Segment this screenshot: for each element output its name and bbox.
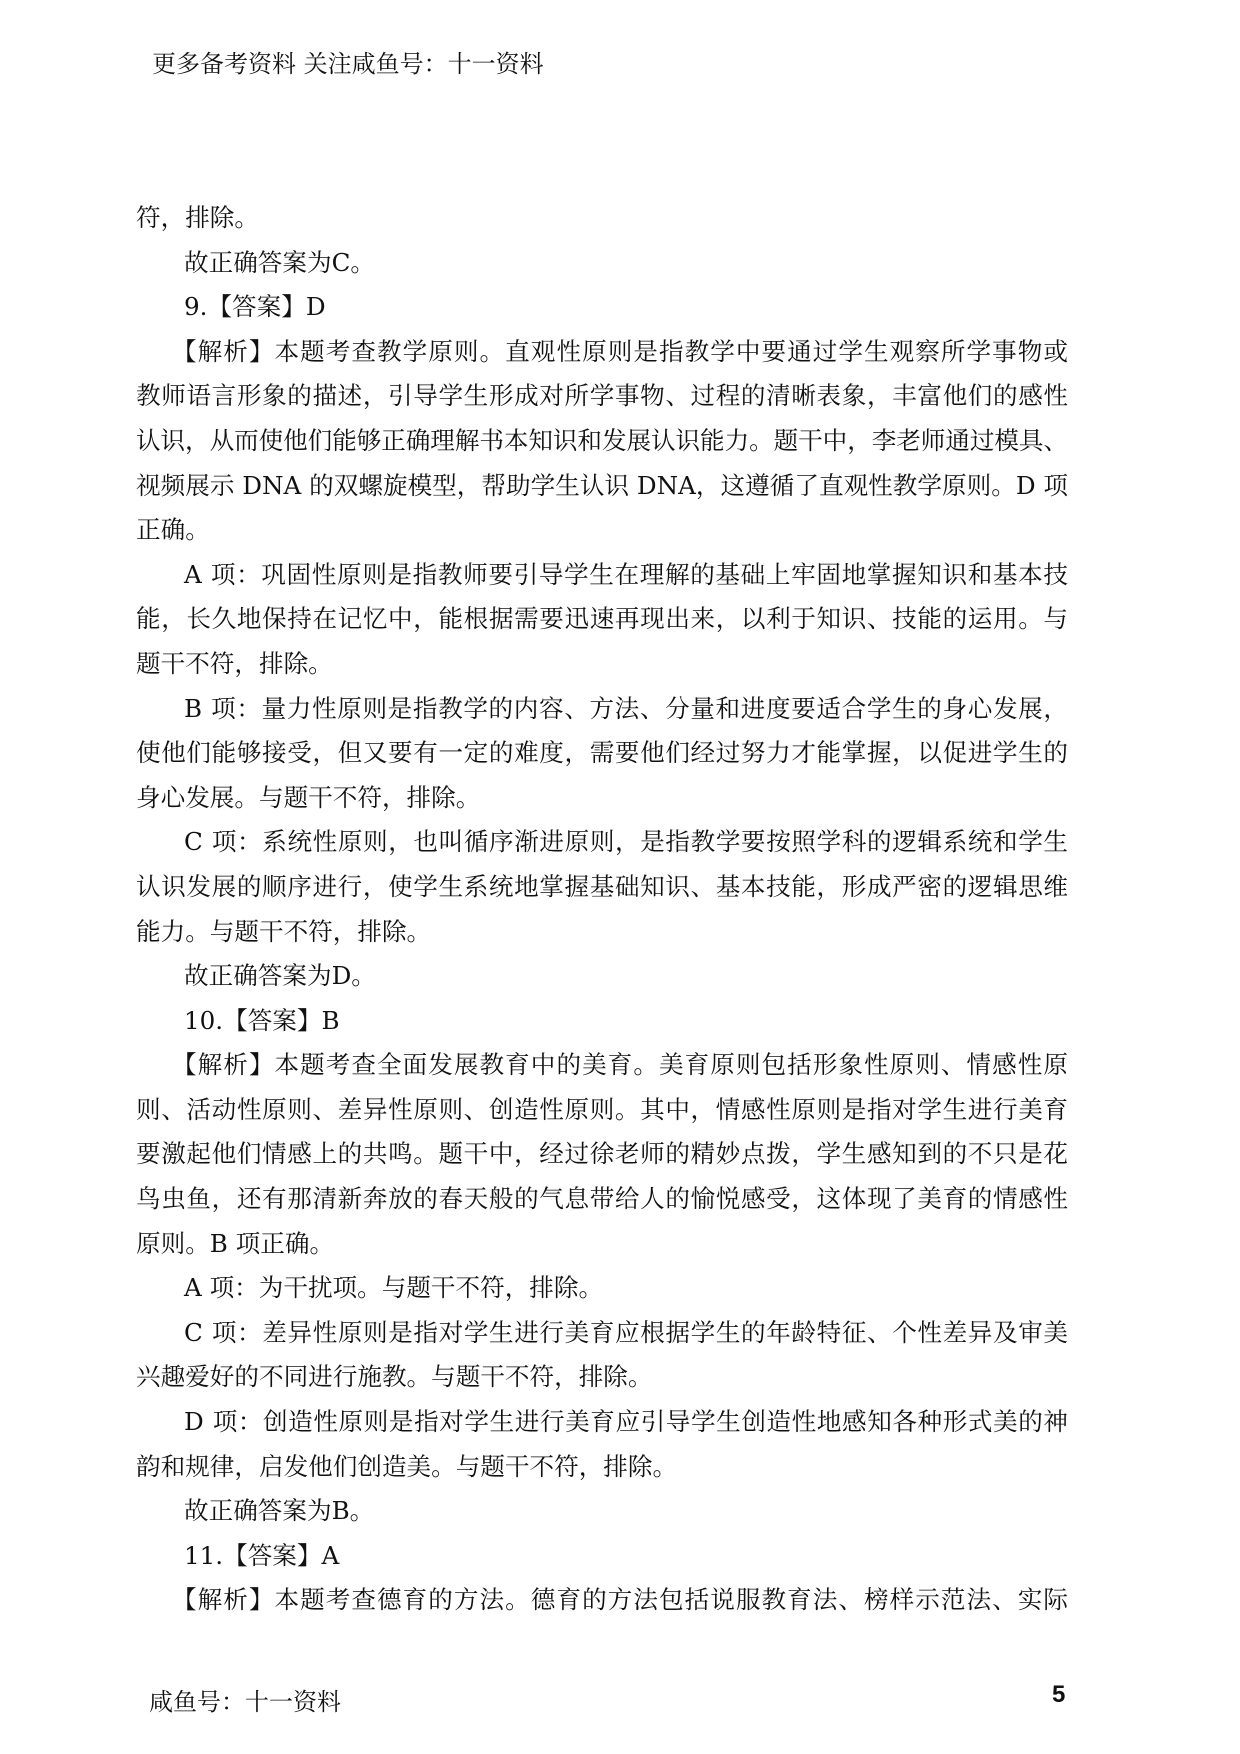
text-line: 要激起他们情感上的共鸣。题干中，经过徐老师的精妙点拨，学生感知到的不只是花 [136,1139,1069,1169]
text-line-row [136,776,1068,821]
text-line-row [136,1266,1068,1311]
text-line: 原则。B 项正确。 [136,1228,335,1258]
text-line: C 项：系统性原则，也叫循序渐进原则，是指教学要按照学科的逻辑系统和学生 [184,827,1069,857]
text-line-row [136,1355,1068,1400]
text-line: 正确。 [136,515,210,545]
text-line: C 项：差异性原则是指对学生进行美育应根据学生的年龄特征、个性差异及审美 [184,1317,1069,1347]
text-line-row [136,642,1068,687]
answer-heading: 10.【答案】B [184,1005,340,1035]
text-line-row [136,330,1068,375]
text-line: 【解析】本题考查教学原则。直观性原则是指教学中要通过学生观察所学事物或 [172,336,1070,366]
text-line-row [136,419,1068,464]
text-line: A 项：为干扰项。与题干不符，排除。 [184,1273,604,1303]
text-line: 身心发展。与题干不符，排除。 [136,782,481,812]
page-footer: 咸鱼号：十一资料 [149,1688,341,1716]
text-line: 题干不符，排除。 [136,648,333,678]
text-line: 【解析】本题考查德育的方法。德育的方法包括说服教育法、榜样示范法、实际 [172,1585,1070,1615]
answer-heading: 9.【答案】D [184,292,326,322]
text-line: 使他们能够接受，但又要有一定的难度，需要他们经过努力才能掌握，以促进学生的 [136,738,1069,768]
text-line: 认识发展的顺序进行，使学生系统地掌握基础知识、基本技能，形成严密的逻辑思维 [136,871,1069,901]
text-line-row [136,1043,1068,1088]
document-body [136,196,1068,1623]
text-line: A 项：巩固性原则是指教师要引导学生在理解的基础上牢固地掌握知识和基本技 [184,559,1069,589]
answer-heading-row [136,285,1068,330]
text-line: 视频展示 DNA 的双螺旋模型，帮助学生认识 DNA，这遵循了直观性教学原则。D 项 [136,470,1069,500]
text-line-row [136,865,1068,910]
answer-heading-row [136,1534,1068,1579]
text-line-row [136,1311,1068,1356]
text-line-row [136,508,1068,553]
text-line: 鸟虫鱼，还有那清新奔放的春天般的气息带给人的愉悦感受，这体现了美育的情感性 [136,1184,1069,1214]
text-line: 符，排除。 [136,203,259,232]
text-line-row [136,954,1068,999]
text-line: 【解析】本题考查全面发展教育中的美育。美育原则包括形象性原则、情感性原 [172,1050,1070,1080]
text-line-row [136,196,1068,241]
text-line: 故正确答案为C。 [184,247,375,277]
text-line: 教师语言形象的描述，引导学生形成对所学事物、过程的清晰表象，丰富他们的感性 [136,381,1069,411]
text-line: 故正确答案为B。 [184,1496,375,1526]
answer-heading-row [136,999,1068,1044]
text-line-row [136,1132,1068,1177]
text-line-row [136,1578,1068,1623]
text-line: D 项：创造性原则是指对学生进行美育应引导学生创造性地感知各种形式美的神 [184,1407,1069,1437]
text-line: 则、活动性原则、差异性原则、创造性原则。其中，情感性原则是指对学生进行美育 [136,1094,1069,1124]
text-line: 韵和规律，启发他们创造美。与题干不符，排除。 [136,1451,678,1481]
text-line-row [136,687,1068,732]
page-header: 更多备考资料 关注咸鱼号：十一资料 [152,50,544,78]
text-line-row [136,241,1068,286]
text-line-row [136,731,1068,776]
text-line-row [136,1222,1068,1267]
text-line-row [136,820,1068,865]
text-line-row [136,464,1068,509]
text-line-row [136,374,1068,419]
text-line-row [136,1177,1068,1222]
text-line-row [136,597,1068,642]
text-line-row [136,553,1068,598]
text-line-row [136,1445,1068,1490]
text-line: B 项：量力性原则是指教学的内容、方法、分量和进度要适合学生的身心发展， [184,693,1069,723]
text-line: 故正确答案为D。 [184,961,376,991]
text-line: 兴趣爱好的不同进行施教。与题干不符，排除。 [136,1362,653,1392]
text-line-row [136,910,1068,955]
text-line-row [136,1400,1068,1445]
answer-heading: 11.【答案】A [184,1540,340,1570]
page-number: 5 [1052,1681,1066,1708]
text-line-row [136,1088,1068,1133]
text-line: 能，长久地保持在记忆中，能根据需要迅速再现出来，以利于知识、技能的运用。与 [136,604,1069,634]
text-line-row [136,1489,1068,1534]
text-line: 认识，从而使他们能够正确理解书本知识和发展认识能力。题干中，李老师通过模具、 [136,425,1068,455]
text-line: 能力。与题干不符，排除。 [136,916,432,946]
